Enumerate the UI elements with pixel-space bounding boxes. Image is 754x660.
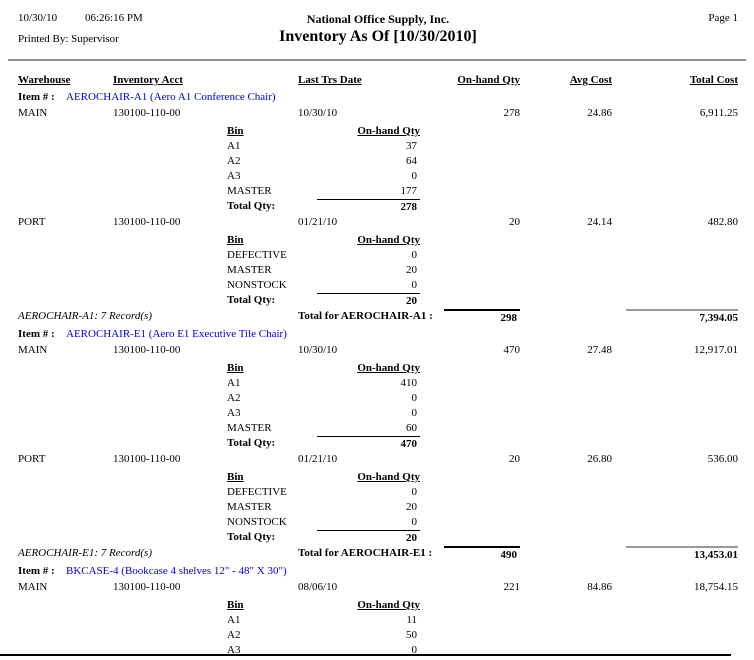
last-trs-date: 10/30/10 <box>298 107 338 119</box>
bin-table <box>227 361 420 451</box>
bin-row <box>227 406 420 421</box>
last-trs-date: 10/30/10 <box>298 344 338 356</box>
bin-name: A2 <box>227 392 241 404</box>
bin-qty: 0 <box>411 516 417 528</box>
inventory-acct: 130100-110-00 <box>113 107 181 119</box>
bin-name: A3 <box>227 407 241 419</box>
report-title: Inventory As Of [10/30/2010] <box>279 28 477 45</box>
page-number: Page 1 <box>708 12 738 24</box>
bin-name: A2 <box>227 629 241 641</box>
bin-total-qty: 278 <box>317 199 420 215</box>
inventory-acct: 130100-110-00 <box>113 216 181 228</box>
bin-row <box>227 263 420 278</box>
bin-col-header: Bin <box>227 362 244 374</box>
total-cost: 12,917.01 <box>694 344 738 356</box>
warehouse-name: PORT <box>18 453 46 465</box>
bin-qty: 11 <box>406 614 417 626</box>
warehouse-row <box>18 343 738 358</box>
item-number-label: Item # : <box>18 91 55 103</box>
col-on-hand-qty: On-hand Qty <box>457 74 520 86</box>
bin-col-header: Bin <box>227 234 244 246</box>
col-total-cost: Total Cost <box>689 74 738 86</box>
bin-qty: 0 <box>411 407 417 419</box>
inventory-acct: 130100-110-00 <box>113 344 181 356</box>
total-cost: 18,754.15 <box>694 581 738 593</box>
warehouse-name: MAIN <box>18 107 48 119</box>
item-number-label: Item # : <box>18 565 55 577</box>
bin-col-header: Bin <box>227 125 244 137</box>
bin-row <box>227 376 420 391</box>
bin-total-label: Total Qty: <box>227 531 276 543</box>
print-date: 10/30/10 <box>18 12 58 24</box>
bin-name: DEFECTIVE <box>227 249 287 261</box>
bin-qty-col-header: On-hand Qty <box>357 125 420 137</box>
bin-qty: 410 <box>400 377 417 389</box>
page-cutoff-line <box>0 654 731 656</box>
bin-header-row <box>227 361 420 376</box>
item-link[interactable]: AEROCHAIR-E1 (Aero E1 Executive Tile Chair) <box>66 328 287 340</box>
bin-qty: 0 <box>411 486 417 498</box>
bin-qty-col-header: On-hand Qty <box>357 234 420 246</box>
bin-name: NONSTOCK <box>227 279 287 291</box>
bin-name: A1 <box>227 377 241 389</box>
total-cost: 6,911.25 <box>699 107 738 119</box>
last-trs-date: 01/21/10 <box>298 216 338 228</box>
bin-qty: 64 <box>406 155 417 167</box>
bin-total-qty: 20 <box>317 293 420 309</box>
bin-row <box>227 139 420 154</box>
bin-header-row <box>227 470 420 485</box>
item-total-qty: 298 <box>444 309 520 325</box>
item-total-qty: 490 <box>444 546 520 562</box>
record-count: AEROCHAIR-E1: 7 Record(s) <box>18 547 152 559</box>
bin-table <box>227 470 420 545</box>
bin-col-header: Bin <box>227 471 244 483</box>
last-trs-date: 01/21/10 <box>298 453 338 465</box>
item-summary-row <box>18 546 738 562</box>
bin-row <box>227 154 420 169</box>
on-hand-qty: 20 <box>509 216 520 228</box>
company-name: National Office Supply, Inc. <box>306 12 450 26</box>
inventory-acct: 130100-110-00 <box>113 453 181 465</box>
total-cost: 536.00 <box>707 453 738 465</box>
item-header <box>18 90 738 105</box>
bin-total-label: Total Qty: <box>227 200 276 212</box>
bin-qty: 0 <box>411 644 417 656</box>
avg-cost: 27.48 <box>587 344 612 356</box>
on-hand-qty: 470 <box>503 344 520 356</box>
bin-qty: 20 <box>406 264 417 276</box>
report-header-line1 <box>18 12 738 27</box>
bin-col-header: Bin <box>227 599 244 611</box>
bin-name: A1 <box>227 140 241 152</box>
bin-row <box>227 169 420 184</box>
item-total-cost: 7,394.05 <box>626 309 738 325</box>
bin-total-row <box>227 293 420 308</box>
item-summary-row <box>18 309 738 325</box>
item-header <box>18 564 738 579</box>
avg-cost: 24.14 <box>587 216 612 228</box>
printed-by: Printed By: Supervisor <box>18 33 119 45</box>
warehouse-row <box>18 452 738 467</box>
bin-qty: 60 <box>406 422 417 434</box>
avg-cost: 24.86 <box>587 107 612 119</box>
bin-qty: 50 <box>406 629 417 641</box>
bin-total-qty: 20 <box>317 530 420 546</box>
bin-table <box>227 124 420 214</box>
item-total-cost: 13,453.01 <box>626 546 738 562</box>
bin-total-label: Total Qty: <box>227 294 276 306</box>
bin-row <box>227 628 420 643</box>
bin-name: NONSTOCK <box>227 516 287 528</box>
bin-name: MASTER <box>227 422 272 434</box>
bin-name: MASTER <box>227 501 272 513</box>
total-cost: 482.80 <box>707 216 738 228</box>
on-hand-qty: 20 <box>509 453 520 465</box>
bin-qty: 20 <box>406 501 417 513</box>
col-last-trs-date: Last Trs Date <box>298 74 362 86</box>
bin-row <box>227 421 420 436</box>
bin-name: MASTER <box>227 185 272 197</box>
bin-name: A1 <box>227 614 241 626</box>
bin-qty: 0 <box>411 279 417 291</box>
item-total-label: Total for AEROCHAIR-A1 : <box>298 310 433 322</box>
inventory-acct: 130100-110-00 <box>113 581 181 593</box>
bin-table <box>227 233 420 308</box>
bin-row <box>227 613 420 628</box>
bin-total-row <box>227 199 420 214</box>
bin-qty: 177 <box>400 185 417 197</box>
bin-header-row <box>227 124 420 139</box>
bin-row <box>227 500 420 515</box>
bin-row <box>227 485 420 500</box>
bin-qty-col-header: On-hand Qty <box>357 599 420 611</box>
bin-table <box>227 598 420 658</box>
column-header-row <box>18 73 738 88</box>
bin-name: A3 <box>227 644 241 656</box>
header-separator <box>8 59 746 61</box>
item-link[interactable]: AEROCHAIR-A1 (Aero A1 Conference Chair) <box>66 91 276 103</box>
item-number-label: Item # : <box>18 328 55 340</box>
warehouse-row <box>18 106 738 121</box>
item-link[interactable]: BKCASE-4 (Bookcase 4 shelves 12" - 48" X 30") <box>66 565 287 577</box>
bin-row <box>227 515 420 530</box>
bin-row <box>227 248 420 263</box>
bin-row <box>227 278 420 293</box>
bin-qty-col-header: On-hand Qty <box>357 471 420 483</box>
bin-total-row <box>227 530 420 545</box>
record-count: AEROCHAIR-A1: 7 Record(s) <box>18 310 152 322</box>
warehouse-name: MAIN <box>18 344 48 356</box>
avg-cost: 84.86 <box>587 581 612 593</box>
col-avg-cost: Avg Cost <box>569 74 612 86</box>
bin-row <box>227 184 420 199</box>
bin-name: DEFECTIVE <box>227 486 287 498</box>
bin-qty: 37 <box>406 140 417 152</box>
bin-qty: 0 <box>411 249 417 261</box>
on-hand-qty: 221 <box>503 581 520 593</box>
bin-qty: 0 <box>411 392 417 404</box>
bin-header-row <box>227 598 420 613</box>
bin-name: A3 <box>227 170 241 182</box>
bin-qty-col-header: On-hand Qty <box>357 362 420 374</box>
col-warehouse: Warehouse <box>18 74 71 86</box>
bin-name: MASTER <box>227 264 272 276</box>
bin-qty: 0 <box>411 170 417 182</box>
header-gap <box>18 53 738 73</box>
bin-total-label: Total Qty: <box>227 437 276 449</box>
warehouse-name: MAIN <box>18 581 48 593</box>
bin-total-qty: 470 <box>317 436 420 452</box>
bin-header-row <box>227 233 420 248</box>
last-trs-date: 08/06/10 <box>298 581 338 593</box>
warehouse-row <box>18 215 738 230</box>
bin-total-row <box>227 436 420 451</box>
col-inventory-acct: Inventory Acct <box>113 74 183 86</box>
print-time: 06:26:16 PM <box>85 12 143 24</box>
warehouse-row <box>18 580 738 595</box>
on-hand-qty: 278 <box>503 107 520 119</box>
item-total-label: Total for AEROCHAIR-E1 : <box>298 547 433 559</box>
bin-row <box>227 391 420 406</box>
warehouse-name: PORT <box>18 216 46 228</box>
bin-name: A2 <box>227 155 241 167</box>
item-header <box>18 327 738 342</box>
report-header-line2 <box>18 27 738 53</box>
avg-cost: 26.80 <box>587 453 612 465</box>
